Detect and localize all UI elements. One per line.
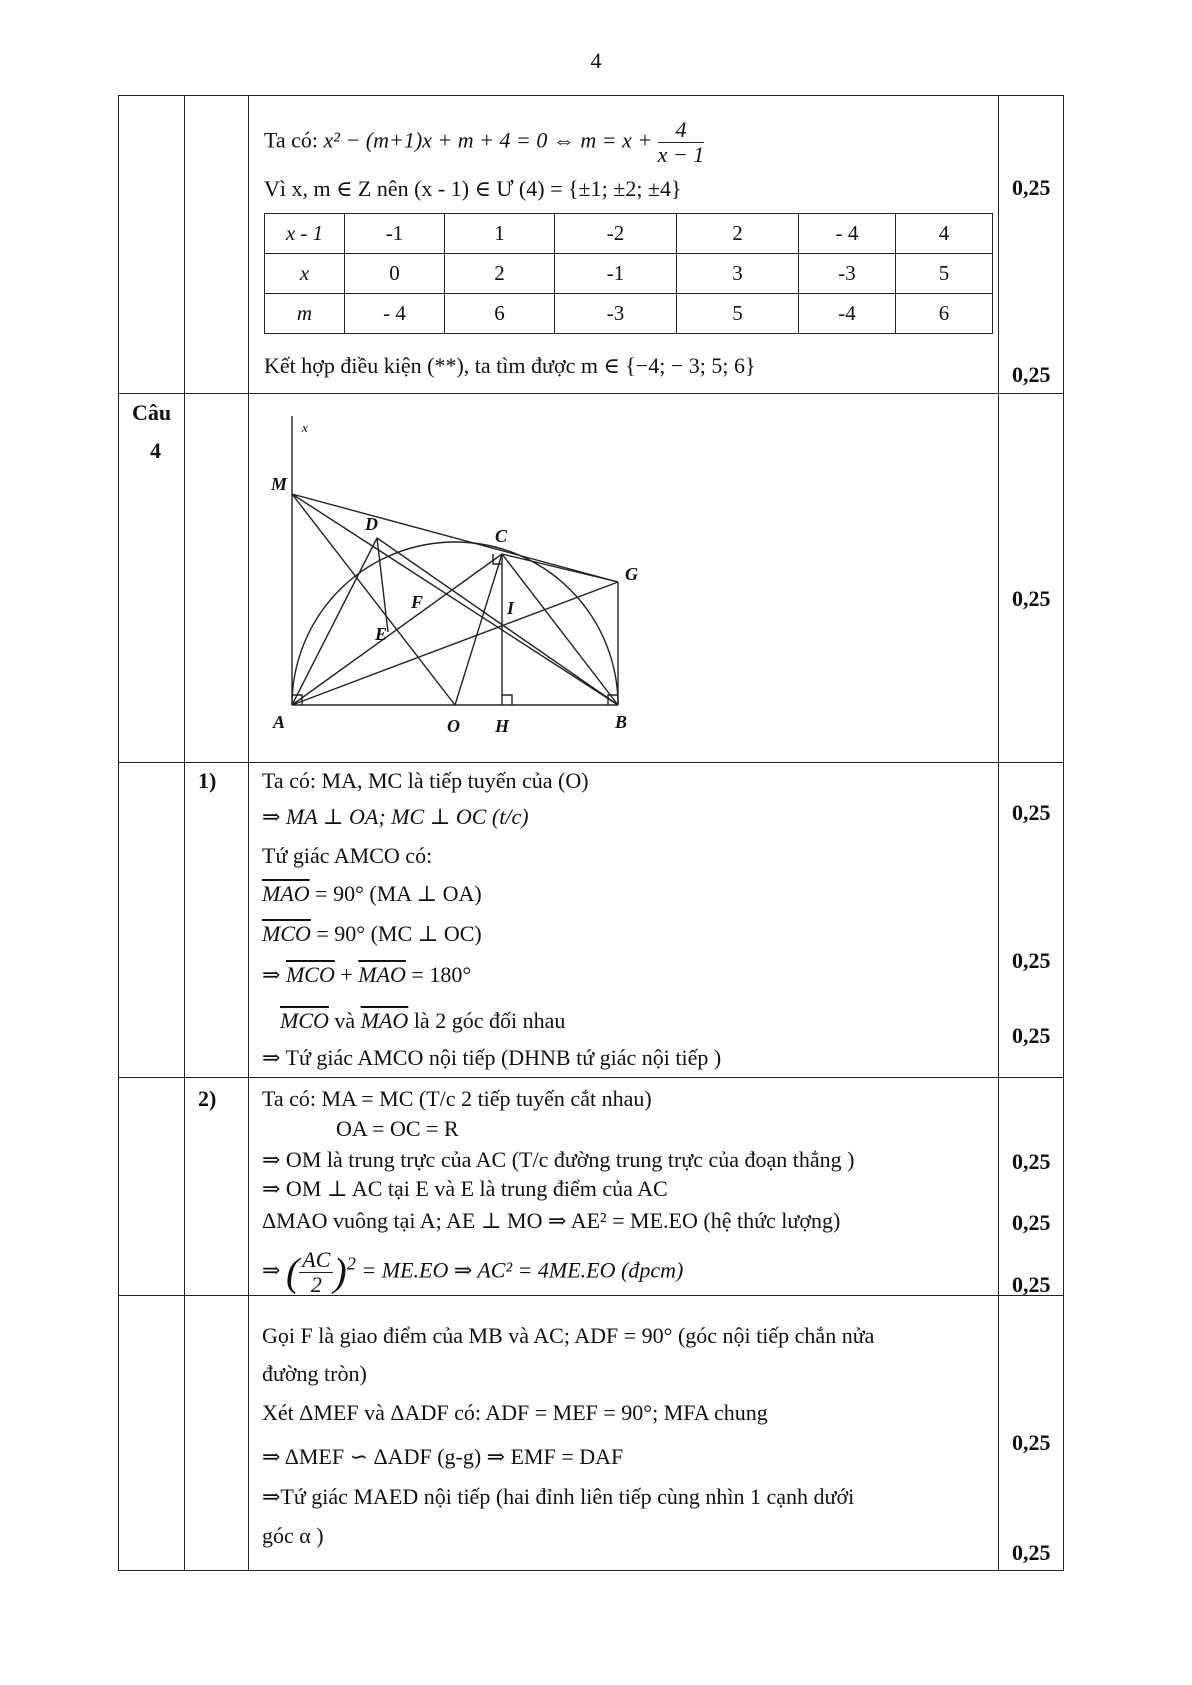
- eq-fraction: [658, 118, 705, 167]
- label-b: B: [615, 712, 628, 732]
- label-m: M: [271, 474, 288, 494]
- table-cell: 4: [896, 214, 993, 254]
- part3-line: đường tròn): [262, 1361, 367, 1386]
- part1-line: ⇒ $\overline{MCO} + \overline{MAO} = 180^\circ$: [262, 962, 472, 987]
- eq-frac-num: 4: [658, 118, 705, 143]
- score-figure: 0,25: [1012, 586, 1051, 611]
- part3-line: Gọi F là giao điểm của MB và AC; ADF = 90° (góc nội tiếp chắn nửa: [262, 1323, 875, 1348]
- part1-line: $\overline{MAO} = 90^\circ$ (MA ⊥ OA): [262, 881, 482, 906]
- table-row: [265, 254, 993, 294]
- col-divider-3: [998, 95, 999, 1571]
- score-part2: 0,25: [1012, 1272, 1051, 1297]
- part2-fraction: [299, 1248, 333, 1297]
- label-x: x: [302, 420, 308, 435]
- label-h: H: [495, 716, 510, 736]
- part1-label: 1): [198, 768, 217, 793]
- equation-line: [264, 118, 704, 167]
- table-head-cell: x - 1: [265, 214, 345, 254]
- table-cell: 6: [445, 294, 555, 334]
- table-cell: - 4: [799, 214, 896, 254]
- score-top-1: 0,25: [1012, 175, 1051, 200]
- part1-line: ⇒ MA ⊥ OA; MC ⊥ OC (t/c): [262, 804, 529, 829]
- table-row: [265, 214, 993, 254]
- label-a: A: [273, 712, 286, 732]
- right-angle-h: [502, 695, 512, 705]
- label-e: E: [375, 624, 388, 644]
- score-part1: 0,25: [1012, 1023, 1051, 1048]
- table-head-cell: m: [265, 294, 345, 334]
- label-d: D: [365, 514, 378, 534]
- part2-frac-eq: = ME.EO ⇒ AC² = 4ME.EO (đpcm): [361, 1257, 684, 1283]
- table-cell: 6: [896, 294, 993, 334]
- table-cell: -1: [555, 254, 677, 294]
- table-head-cell: x: [265, 254, 345, 294]
- segment-ag: [292, 582, 618, 705]
- col-divider-2: [248, 95, 249, 1571]
- score-part1: 0,25: [1012, 948, 1051, 973]
- label-o: O: [447, 716, 460, 736]
- part1-line: $\overline{MCO} = 90^\circ$ (MC ⊥ OC): [262, 921, 482, 946]
- table-cell: -3: [555, 294, 677, 334]
- row-divider-1: [118, 393, 1064, 394]
- part1-line: Tứ giác AMCO có:: [262, 843, 433, 868]
- score-top-2: 0,25: [1012, 362, 1051, 387]
- segment-db: [377, 538, 618, 705]
- question-number: 4: [150, 438, 161, 463]
- part2-line: ΔMAO vuông tại A; AE ⊥ MO ⇒ AE² = ME.EO (hệ thức lượng): [262, 1208, 841, 1233]
- table-cell: 5: [896, 254, 993, 294]
- segment-mb: [292, 494, 618, 705]
- part1-angle-eq: = 90° (MA ⊥ OA): [309, 881, 482, 906]
- table-cell: 1: [445, 214, 555, 254]
- part2-line: ⇒ OM là trung trực của AC (T/c đường trung trực của đoạn thẳng ): [262, 1147, 855, 1172]
- part2-line: ⇒ ( $\frac{AC}{2}$ )$^2$ = ME.EO ⇒ AC² = 4ME.EO (đpcm): [262, 1247, 684, 1298]
- segment-ac: [292, 554, 502, 705]
- segment-ad: [292, 538, 377, 705]
- part2-frac-den: 2: [310, 1272, 322, 1298]
- question-label: Câu: [132, 400, 172, 425]
- eq-prefix: Ta có:: [264, 127, 319, 153]
- part2-line: Ta có: MA = MC (T/c 2 tiếp tuyến cắt nhau): [262, 1086, 652, 1111]
- part3-line: góc α ): [262, 1523, 324, 1548]
- score-part1: 0,25: [1012, 800, 1051, 825]
- score-part3: 0,25: [1012, 1430, 1051, 1455]
- part2-frac-num: AC: [299, 1248, 333, 1273]
- part3-line: ⇒ ΔMEF ∽ ΔADF (g-g) ⇒ EMF = DAF: [262, 1444, 624, 1469]
- part3-line: Xét ΔMEF và ΔADF có: ADF = MEF = 90°; MFA chung: [262, 1400, 768, 1425]
- part1-angle-eq: = 90° (MC ⊥ OC): [310, 921, 482, 946]
- label-g: G: [625, 564, 638, 584]
- part1-line: $\overline{MCO}$ và $\overline{MAO}$ là 2 góc đối nhau: [280, 1008, 566, 1033]
- divisor-line: Vì x, m ∈ Z nên (x - 1) ∈ Ư (4) = {±1; ±2; ±4}: [264, 176, 682, 201]
- table-cell: -2: [555, 214, 677, 254]
- table-cell: -4: [799, 294, 896, 334]
- score-part2: 0,25: [1012, 1149, 1051, 1174]
- label-i: I: [507, 598, 515, 618]
- segment-cg: [502, 554, 618, 582]
- table-cell: 2: [445, 254, 555, 294]
- part1-line: ⇒ Tứ giác AMCO nội tiếp (DHNB tứ giác nội tiếp ): [262, 1045, 722, 1070]
- table-cell: -1: [345, 214, 445, 254]
- table-cell: - 4: [345, 294, 445, 334]
- part2-label: 2): [198, 1086, 217, 1111]
- page-number: 4: [590, 48, 602, 73]
- table-cell: 3: [677, 254, 799, 294]
- table-cell: 5: [677, 294, 799, 334]
- row-divider-3: [118, 1077, 1064, 1078]
- geometry-figure: [255, 410, 655, 745]
- conclusion-line: Kết hợp điều kiện (**), ta tìm được m ∈ {−4; − 3; 5; 6}: [264, 353, 756, 378]
- semicircle: [292, 542, 618, 705]
- eq-frac-den: x − 1: [657, 142, 705, 168]
- label-c: C: [495, 526, 508, 546]
- eq-body: x² − (m+1)x + m + 4 = 0 ⇔ m = x +: [323, 127, 653, 153]
- label-f: F: [411, 592, 424, 612]
- part3-line: ⇒Tứ giác MAED nội tiếp (hai đỉnh liên tiếp cùng nhìn 1 cạnh dưới: [262, 1484, 855, 1509]
- table-cell: 0: [345, 254, 445, 294]
- row-divider-2: [118, 762, 1064, 763]
- part2-line: ⇒ OM ⊥ AC tại E và E là trung điểm của AC: [262, 1176, 668, 1201]
- score-part3: 0,25: [1012, 1540, 1051, 1565]
- table-row: [265, 294, 993, 334]
- segment-mg: [292, 494, 618, 582]
- segment-co: [455, 554, 502, 705]
- solution-table: [264, 213, 993, 334]
- table-cell: -3: [799, 254, 896, 294]
- col-divider-1: [184, 95, 185, 1571]
- part1-line: Ta có: MA, MC là tiếp tuyến của (O): [262, 768, 589, 793]
- part2-line: OA = OC = R: [336, 1116, 459, 1141]
- score-part2: 0,25: [1012, 1210, 1051, 1235]
- table-cell: 2: [677, 214, 799, 254]
